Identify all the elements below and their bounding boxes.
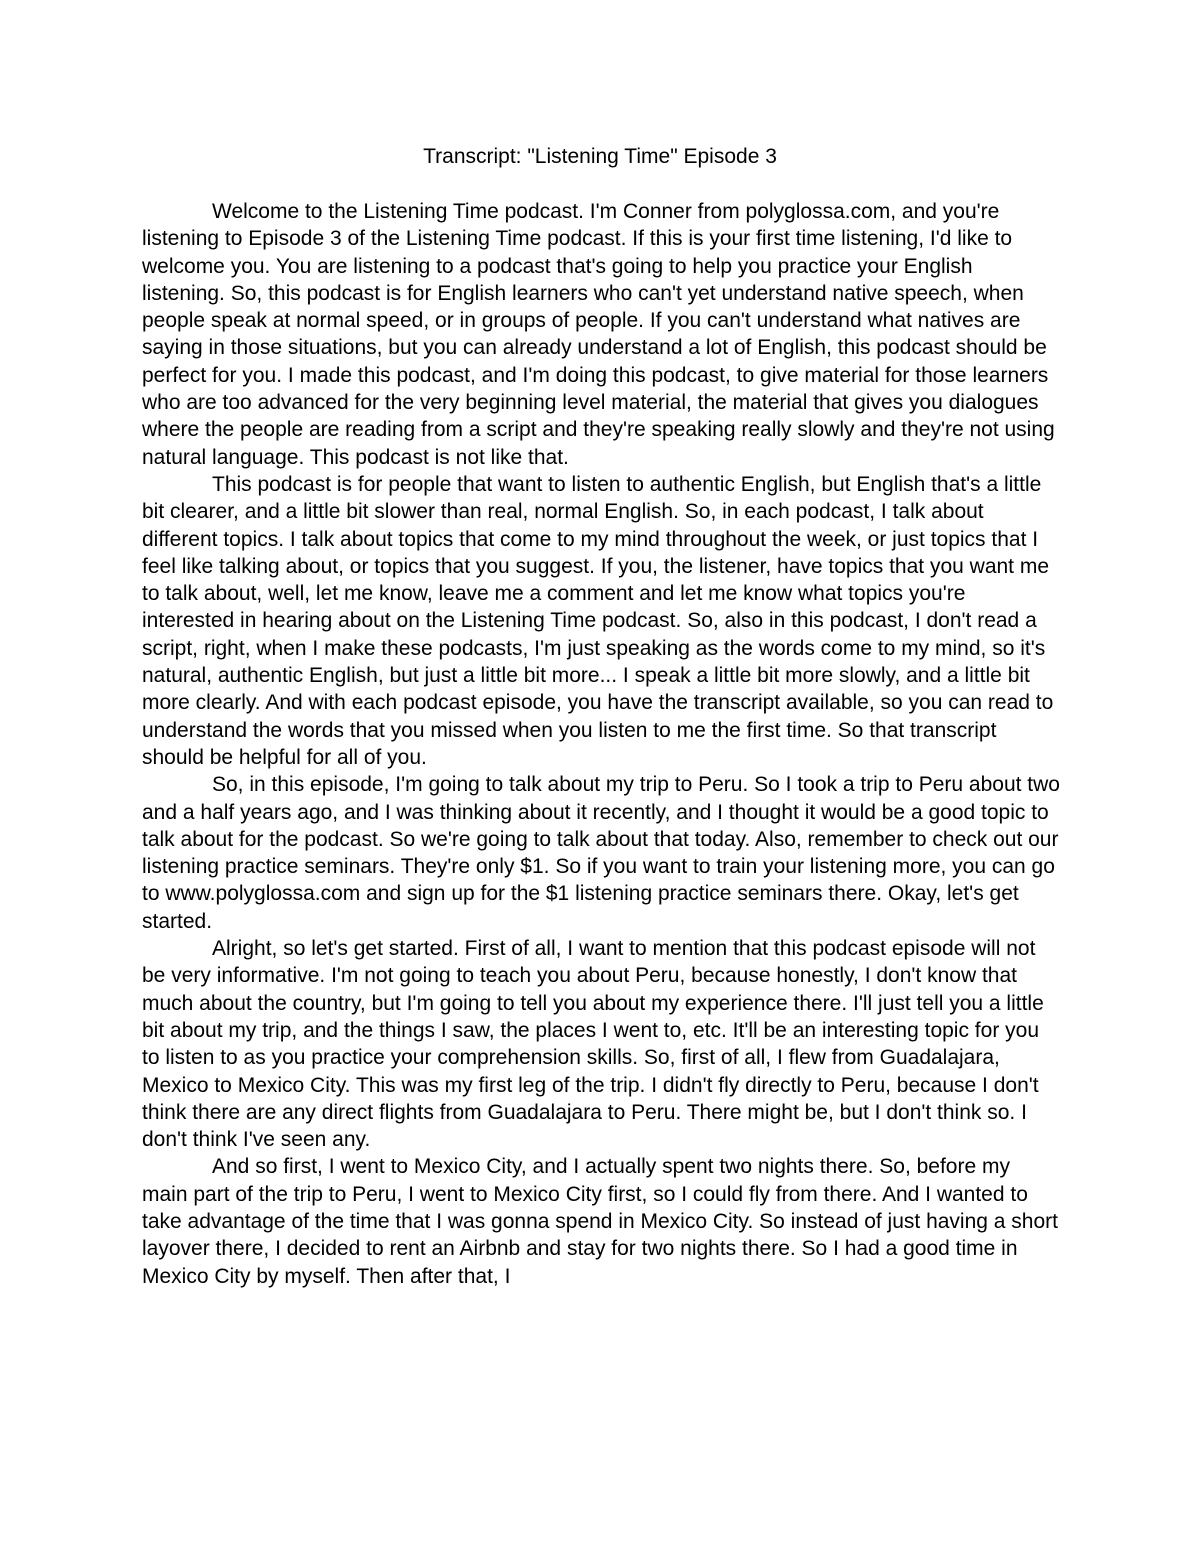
paragraph-peru-intro: So, in this episode, I'm going to talk about my trip to Peru. So I took a trip to Peru about two and a half years ago, and I was thinking about it recently, and I thought it would be a good topic to talk about for the podcast. So we're going to talk about that today. Also, remember to check out our listening practice seminars. They're only $1. So if you want to train your listening more, you can go to www.polyglossa.com and sign up for the $1 listening practice seminars there. Okay, let's get started. bbox=[142, 773, 1060, 933]
paragraph-trip-start: Alright, so let's get started. First of all, I want to mention that this podcast episode will not be very informative. I'm not going to teach you about Peru, because honestly, I don't know that much about the country, but I'm going to tell you about my experience there. I'll just tell you a little bit about my trip, and the things I saw, the places I went to, etc. It'll be an interesting topic for you to listen to as you practice your comprehension skills. So, first of all, I flew from Guadalajara, Mexico to Mexico City. This was my first leg of the trip. I didn't fly directly to Peru, because I don't think there are any direct flights from Guadalajara to Peru. There might be, but I don't think so. I don't think I've seen any. bbox=[142, 937, 1044, 1152]
page-title: Transcript: "Listening Time" Episode 3 bbox=[423, 145, 777, 168]
paragraph-welcome: Welcome to the Listening Time podcast. I'm Conner from polyglossa.com, and you're listening to Episode 3 of the Listening Time podcast. If this is your first time listening, I'd like to welcome you. You are listening to a podcast that's going to help you practice your English listening. So, this podcast is for English learners who can't yet understand native speech, when people speak at normal speed, or in groups of people. If you can't understand what natives are saying in those situations, but you can already understand a lot of English, this podcast should be perfect for you. I made this podcast, and I'm doing this podcast, to give material for those learners who are too advanced for the very beginning level material, the material that gives you dialogues where the people are reading from a script and they're speaking really slowly and they're not using natural language. This podcast is not like that. bbox=[142, 200, 1055, 469]
paragraph-mexico-city: And so first, I went to Mexico City, and I actually spent two nights there. So, before my main part of the trip to Peru, I went to Mexico City first, so I could fly from there. And I wanted to take advantage of the time that I was gonna spend in Mexico City. So instead of just having a short layover there, I decided to rent an Airbnb and stay for two nights there. So I had a good time in Mexico City by myself. Then after that, I bbox=[142, 1155, 1058, 1288]
transcript-body bbox=[142, 198, 1060, 1290]
paragraph-podcast-purpose: This podcast is for people that want to listen to authentic English, but English that's a little bit clearer, and a little bit slower than real, normal English. So, in each podcast, I talk about different topics. I talk about topics that come to my mind throughout the week, or just topics that I feel like talking about, or topics that you suggest. If you, the listener, have topics that you want me to talk about, well, let me know, leave me a comment and let me know what topics you're interested in hearing about on the Listening Time podcast. So, also in this podcast, I don't read a script, right, when I make these podcasts, I'm just speaking as the words come to my mind, so it's natural, authentic English, but just a little bit more... I speak a little bit more slowly, and a little bit more clearly. And with each podcast episode, you have the transcript available, so you can read to understand the words that you missed when you listen to me the first time. So that transcript should be helpful for all of you. bbox=[142, 472, 1054, 769]
